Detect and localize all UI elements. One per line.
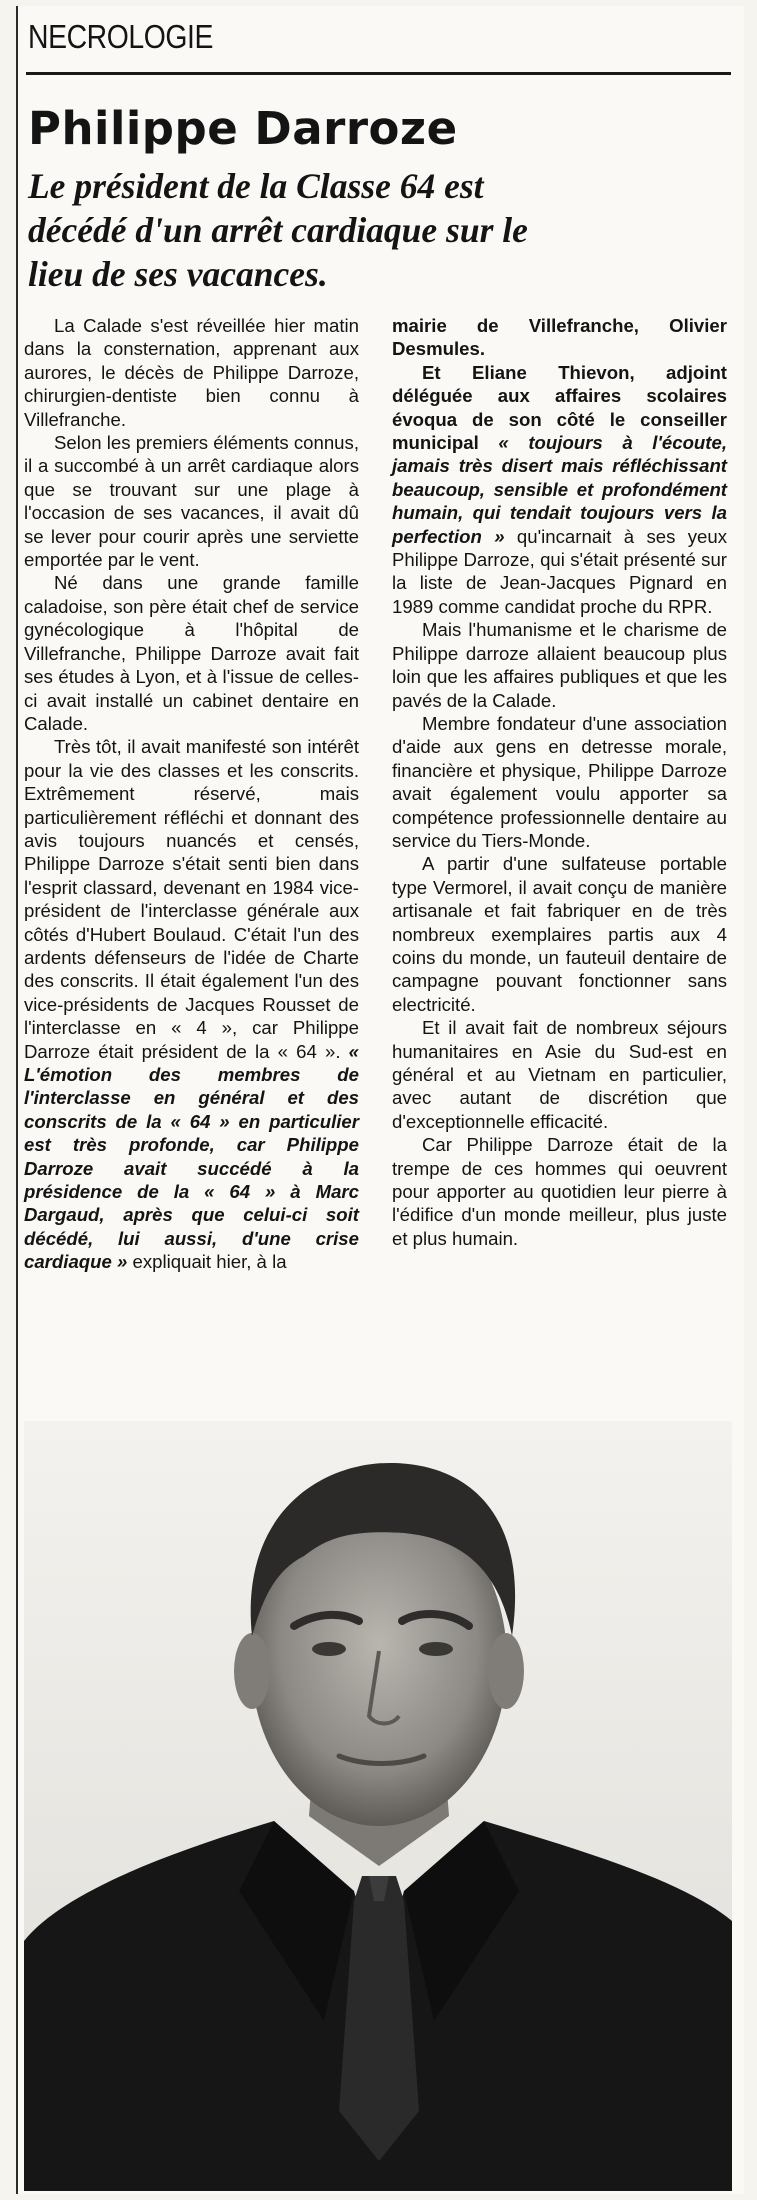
paragraph: A partir d'une sulfateuse portable type Vermorel, il avait conçu de manière artisanale et fait fabriquer en de très nombreux exemplaires partis aux 4 coins du monde, un fauteuil dentaire de campagne pouvant fonctionner sans electricité. bbox=[392, 853, 727, 1015]
section-rubric: NECROLOGIE bbox=[28, 18, 213, 55]
quote-text: « toujours à l'écoute, jamais très disert mais réfléchissant beaucoup, sensible et profondément humain, qui tendait toujours vers la perfection » bbox=[392, 432, 727, 547]
paragraph: Et il avait fait de nombreux séjours humanitaires en Asie du Sud-est en général et au Vietnam en particulier, avec autant de discrétion que d'exceptionnelle efficacité. bbox=[392, 1017, 727, 1132]
paragraph: Selon les premiers éléments connus, il a succombé à un arrêt cardiaque alors que se trouvant sur une plage à l'occasion de ses vacances, il avait dû se lever pour courir après une serviette emportée par le vent. bbox=[24, 432, 359, 571]
newspaper-clipping bbox=[16, 6, 744, 2194]
article-headline: Philippe Darroze bbox=[28, 102, 458, 155]
paragraph-text: qu'incarnait à ses yeux Philippe Darroze, qui s'était présenté sur la liste de Jean-Jacques Pignard en 1989 comme candidat proche du RPR. bbox=[392, 525, 728, 617]
paragraph: Car Philippe Darroze était de la trempe de ces hommes qui oeuvrent pour apporter au quotidien leur pierre à l'édifice d'un monde meilleur, plus juste et plus humain. bbox=[392, 1134, 727, 1249]
paragraph-text: Très tôt, il avait manifesté son intérêt pour la vie des classes et les conscrits. Extrêmement réservé, mais particulièrement réfléchi et donnant des avis toujours nuancés et censés, Philippe Darroze s'était senti bien dans l'esprit classard, devenant en 1984 vice-président de l'interclasse générale aux côtés d'Hubert Boulaud. C'était l'un des ardents défenseurs de l'idée de Charte des conscrits. Il était également l'un des vice-présidents de Jacques Rousset de l'interclasse en « 4 », car Philippe Darroze était président de la « 64 ». bbox=[24, 736, 359, 1062]
quote-text: « L'émotion des membres de l'interclasse en général et des conscrits de la « 64 » en particulier est très profonde, car Philippe Darroze avait succédé à la présidence de la « 64 » à Marc Dargaud, après que celui-ci soit décédé, lui aussi, d'une crise cardiaque » bbox=[24, 1040, 359, 1273]
article-deck: Le président de la Classe 64 est décédé d'un arrêt cardiaque sur le lieu de ses vacances. bbox=[28, 166, 528, 294]
article-column-right bbox=[392, 314, 727, 1250]
paragraph-text: expliquait hier, à la bbox=[127, 1251, 287, 1273]
paragraph bbox=[392, 314, 727, 361]
paragraph-text: Et Eliane Thievon, adjoint déléguée aux affaires scolaires évoqua de son côté le conseiller municipal bbox=[392, 361, 727, 454]
rubric-divider bbox=[26, 72, 731, 75]
paragraph bbox=[24, 735, 359, 1273]
paragraph: Né dans une grande famille caladoise, son père était chef de service gynécologique à l'hôpital de Villefranche, Philippe Darroze avait fait ses études à Lyon, et à l'issue de celles-ci avait installé un cabinet dentaire en Calade. bbox=[24, 572, 359, 734]
portrait-photo bbox=[24, 1421, 732, 2191]
paragraph bbox=[392, 361, 727, 618]
portrait-illustration bbox=[24, 1421, 732, 2191]
paragraph: La Calade s'est réveillée hier matin dans la consternation, apprenant aux aurores, le décès de Philippe Darroze, chirurgien-dentiste bien connu à Villefranche. bbox=[24, 315, 359, 430]
article-column-left bbox=[24, 314, 359, 1274]
paragraph: Membre fondateur d'une association d'aide aux gens en detresse morale, financière et physique, Philippe Darroze avait également voulu apporter sa compétence professionnelle dentaire au service du Tiers-Monde. bbox=[392, 712, 727, 851]
paragraph: Mais l'humanisme et le charisme de Philippe darroze allaient beaucoup plus loin que les affaires publiques et que les pavés de la Calade. bbox=[392, 619, 727, 711]
paragraph-text: mairie de Villefranche, Olivier Desmules. bbox=[392, 315, 727, 360]
